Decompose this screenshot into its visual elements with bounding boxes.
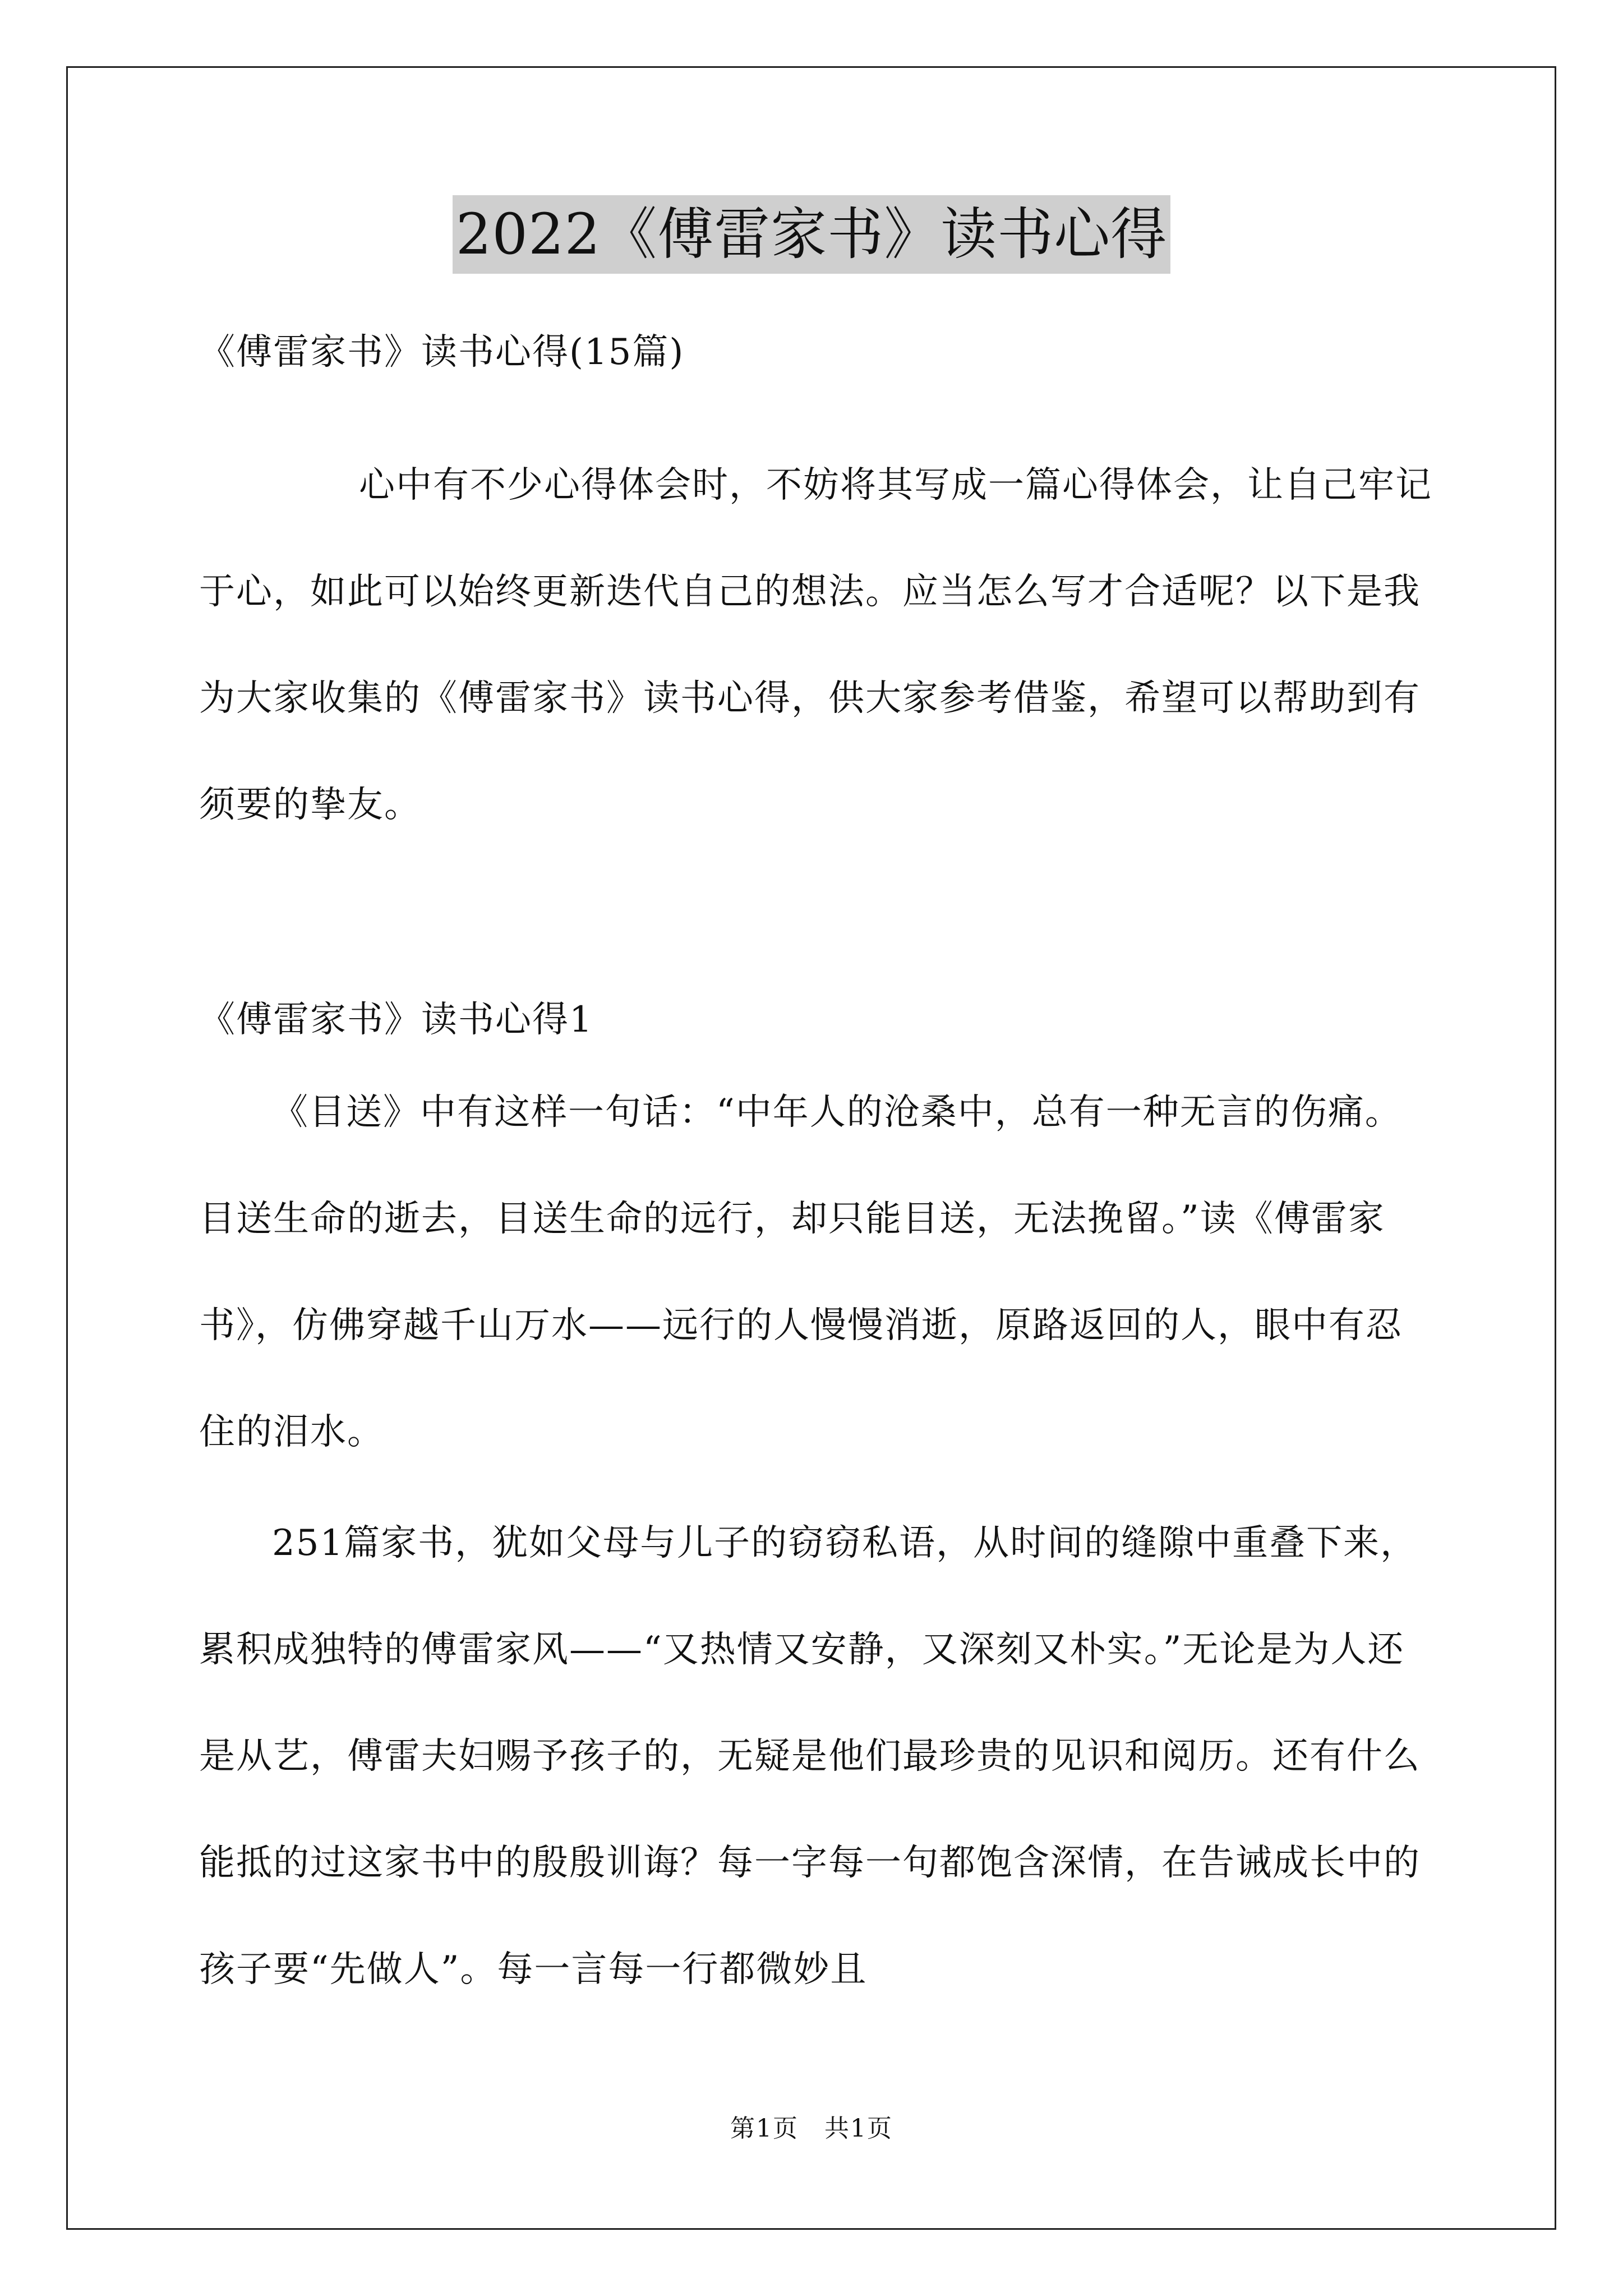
section-heading: 《傅雷家书》读书心得1 bbox=[199, 999, 593, 1041]
intro-paragraph bbox=[199, 432, 1438, 858]
title-container bbox=[0, 195, 1623, 274]
paragraph-text: 《目送》中有这样一句话：“中年人的沧桑中，总有一种无言的伤痛。目送生命的逝去，目送生命的远行，却只能目送，无法挽留。”读《傅雷家书》，仿佛穿越千山万水——远行的人慢慢消逝，原路返回的人，眼中有忍住的泪水。 bbox=[199, 1092, 1403, 1453]
intro-text: 心中有不少心得体会时，不妨将其写成一篇心得体会，让自己牢记于心，如此可以始终更新迭代自己的想法。应当怎么写才合适呢？以下是我为大家收集的《傅雷家书》读书心得，供大家参考借鉴，希望可以帮助到有须要的挚友。 bbox=[199, 464, 1432, 826]
paragraph-text: 251篇家书，犹如父母与儿子的窃窃私语，从时间的缝隙中重叠下来，累积成独特的傅雷家风——“又热情又安静，又深刻又朴实。”无论是为人还是从艺，傅雷夫妇赐予孩子的，无疑是他们最珍贵的见识和阅历。还有什么能抵的过这家书中的殷殷训诲？每一字每一句都饱含深情，在告诫成长中的孩子要“先做人”。每一言每一行都微妙且 bbox=[199, 1522, 1421, 1990]
document-title: 2022《傅雷家书》读书心得 bbox=[453, 195, 1171, 274]
body-paragraph bbox=[199, 1490, 1438, 2023]
page-footer: 第1页 共1页 bbox=[730, 2114, 893, 2143]
document-subtitle: 《傅雷家书》读书心得(15篇) bbox=[199, 332, 685, 373]
body-paragraph bbox=[199, 1059, 1438, 1485]
